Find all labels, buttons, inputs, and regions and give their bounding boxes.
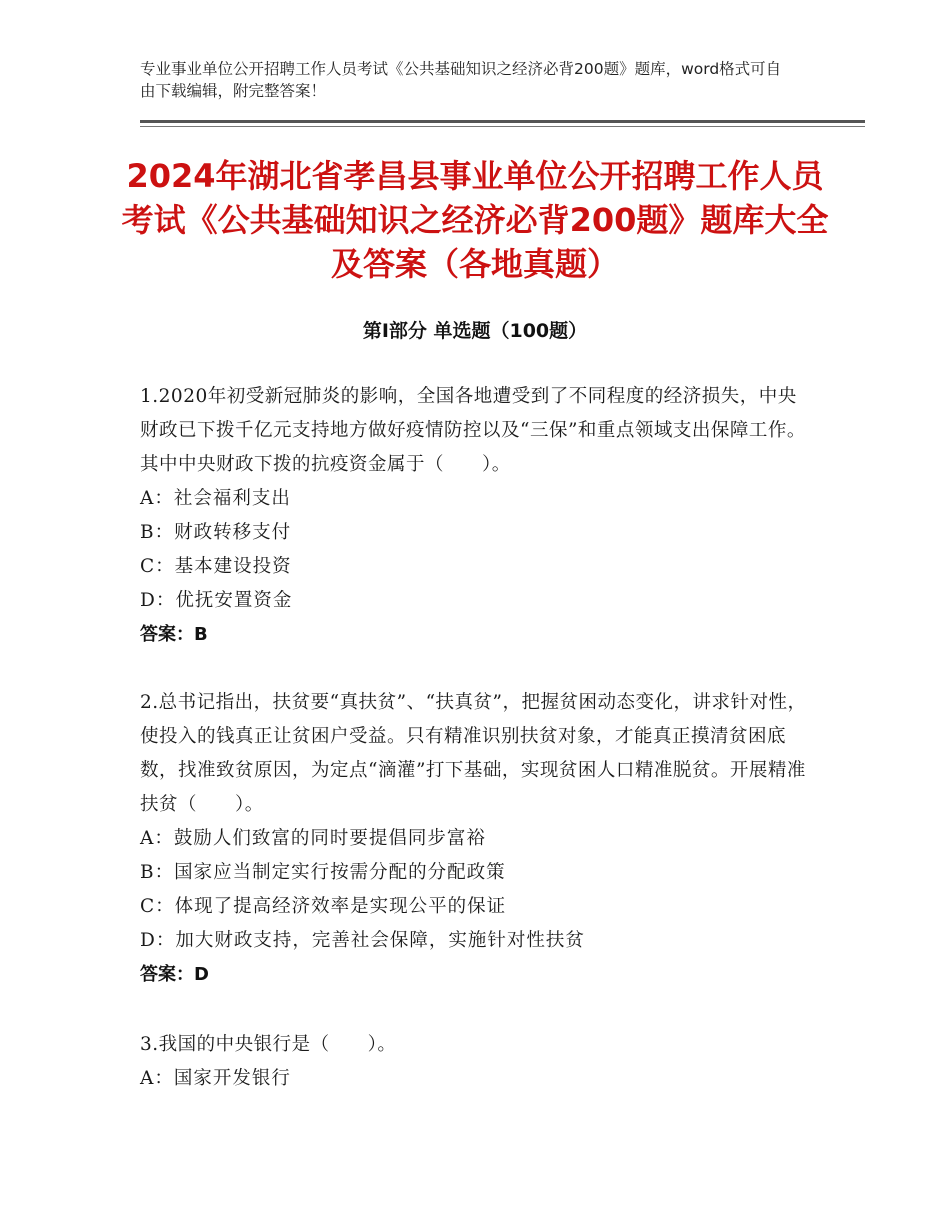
option-d: D：加大财政支持，完善社会保障，实施针对性扶贫 [140, 930, 585, 951]
question-stem: 1.2020年初受新冠肺炎的影响，全国各地遭受到了不同程度的经济损失，中央财政已下拨千亿元支持地方做好疫情防控以及“三保”和重点领域支出保障工作。其中中央财政下拨的抗疫资金属于（ ）。 [140, 386, 806, 475]
question-1 [140, 380, 810, 652]
question-2 [140, 686, 810, 992]
header-note: 专业事业单位公开招聘工作人员考试《公共基础知识之经济必背200题》题库，word格式可自由下载编辑，附完整答案！ [140, 60, 782, 100]
answer-label: 答案：D [140, 964, 209, 985]
option-c: C：基本建设投资 [140, 556, 292, 577]
option-a: A：国家开发银行 [140, 1068, 291, 1089]
question-stem: 2.总书记指出，扶贫要“真扶贫”、“扶真贫”，把握贫困动态变化，讲求针对性，使投入的钱真正让贫困户受益。只有精准识别扶贫对象，才能真正摸清贫困底数，找准致贫原因，为定点“滴灌”打下基础，实现贫困人口精准脱贫。开展精准扶贫（ ）。 [140, 692, 807, 815]
section-title: 第Ⅰ部分 单选题（100题） [362, 320, 588, 342]
question-3 [140, 1028, 810, 1096]
option-a: A：社会福利支出 [140, 488, 291, 509]
option-d: D：优抚安置资金 [140, 590, 293, 611]
question-stem: 3.我国的中央银行是（ ）。 [140, 1034, 397, 1055]
answer-label: 答案：B [140, 624, 208, 645]
option-c: C：体现了提高经济效率是实现公平的保证 [140, 896, 507, 917]
header-divider-thin [140, 126, 865, 127]
header-divider-thick [140, 120, 865, 123]
option-b: B：财政转移支付 [140, 522, 292, 543]
option-b: B：国家应当制定实行按需分配的分配政策 [140, 862, 506, 883]
document-title: 2024年湖北省孝昌县事业单位公开招聘工作人员考试《公共基础知识之经济必背200题》题库大全及答案（各地真题） [121, 157, 829, 283]
option-a: A：鼓励人们致富的同时要提倡同步富裕 [140, 828, 486, 849]
